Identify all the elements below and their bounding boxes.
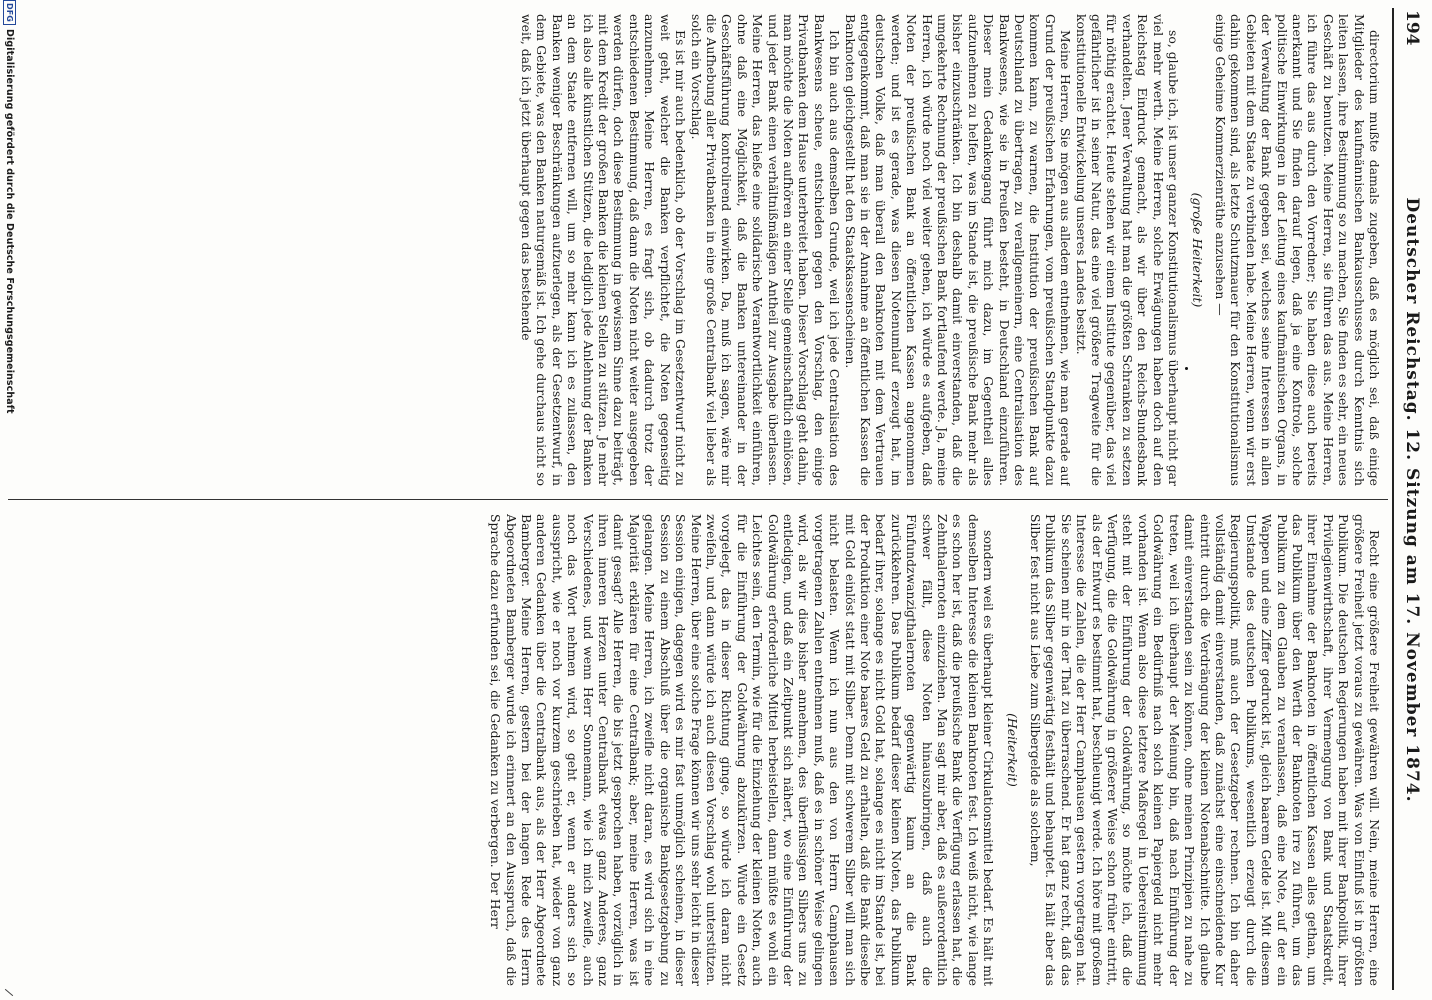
running-header — [1394, 10, 1422, 990]
dfg-logo-icon: DFG — [3, 0, 16, 25]
digitization-footer — [0, 0, 16, 1000]
interjection: (große Heiterkeit) — [1189, 192, 1205, 308]
credit-line — [3, 0, 16, 414]
paragraph: directorium mußte damals zugeben, daß es möglich sei, daß einige Mitglieder des kaufmännischen Bankausschusses durch Kenntnis sich leiten lassen, ihre Bestimmung so zu machen, Sie finden es sehr, ein neues Geschäft zu benutzen. Meine Herren, sie führen das aus. Meine Herren, ich führe das aus durch den Vorredner; Sie haben diese auch bereits anerkannt und Sie finden darauf legen, daß ja eine Kontrole, solche politische Einwirkungen in der Leitung eines kaufmännischen Organs, in der Verwaltung der Bank gegeben sei, welches seine Interessen in allen Gebieten mit dem Staate zu verbinden habe. Meine Herren, wenn wir erst dahin gekommen sind, als letzte Schutzmauer für den Konstitutionalismus einige Geheime Kommerzienräthe anzusehen — — [1212, 14, 1382, 486]
page-number: 194 — [1402, 10, 1422, 46]
paragraph: Meine Herren, Sie mögen aus alledem entnehmen, wie man gerade auf Grund der preußischen Erfahrungen, vom preußischen Standpunkte dazu kommen kann, zu warnen, die Institution der preußischen Bank auf Deutschland zu übertragen, zu verallgemeinern, eine Centralisation des Bankwesens, wie sie in Preußen besteht, in Deutschland einzuführen. Dieser mein Gedankengang führt mich dazu, im Gegentheil alles aufzunehmen zu helfen, was im Stande ist, die preußische Bank mehr als bisher einzuschränken. Ich bin deshalb damit einverstanden, daß die umgekehrte Rechnung der preußischen Bank fortlaufend werde. Ja, meine Herren, ich würde noch viel weiter gehen, ich würde es aufgeben, daß Noten der preußischen Bank an öffentlichen Kassen angenommen werden; und ist es gerade, was diesen Notenumlauf erzeugt hat, im deutschen Volke, daß man überall den Banknoten mit dem Vertrauen entgegenkommt, daß man sie in der Annahme an öffentlichen Kassen die Banknoten gleichgestellt hat den Staatskassenscheinen. — [842, 14, 1074, 486]
paragraph: Es ist mir auch bedenklich, ob der Vorschlag im Gesetzentwurf nicht zu weit geht, welcher die Banken verpflichtet, die Noten gegenseitig anzunehmen. Meine Herren, es fragt sich, ob dadurch trotz der entschiedenen Bestimmung, daß dann die Noten nicht weiter ausgegeben werden dürfen, doch diese Bestimmung in gewissem Sinne dazu beiträgt, mit dem Kredit der großen Banken die kleinen Stellen zu stützen. Je mehr ich also alle künstlichen Stützen, die lediglich jede Anlehnung der Banken an dem Staate entfernen will, um so mehr kann ich es zulassen, den Banken weniger Beschränkungen aufzuerlegen, als der Gesetzentwurf, in dem Gebiete, was den Banken naturgemäß ist. Ich gehe durchaus nicht so weit, daß ich jetzt überhaupt gegen das bestehende — [519, 14, 689, 486]
running-title: Deutscher Reichstag. 12. Sitzung am 17. November 1874. — [1402, 197, 1422, 803]
left-column — [8, 14, 1382, 486]
column-rule — [8, 499, 1388, 500]
paragraph: Recht eine größere Freiheit gewähren will. Nein, meine Herren, eine größere Freiheit jetzt voraus zu gewähren. Was von Einfluß ist in größten Publikum. Die deutschen Regierungen haben mit ihrer Bankpolitik, ihrer Privilegienwirthschaft, ihrer Vermengung von Bank und Staatskredit, ihrer Einnahme der Banknoten in öffentlichen Kassen alles gethan, um das Publikum über den Werth der Banknoten irre zu führen, um das Publikum zu dem Glauben zu veranlassen, daß eine Note, auf der ein Wappen und eine Ziffer gedruckt ist, gleich baarem Gelde ist. Mit diesem Umstande des deutschen Publikums, wesentlich erzeugt durch die Regierungspolitik, muß auch der Gesetzgeber rechnen. Ich bin daher vollständig damit einverstanden, daß zunächst eine einschneidende Kur eintritt durch die Verdrängung der kleinen Notenabschnitte. Ich glaube damit einverstanden sein zu können, ohne meinen Prinzipien zu nahe zu treten, weil ich überhaupt der Meinung bin, daß nach Einführung der Goldwährung ein Bedürfniß nach solch kleinen Papiergeld nicht mehr vorhanden ist. Wenn also diese letztere Maßregel in Uebereinstimmung steht mit der Einführung der Goldwährung, so möchte ich, daß die Verfügung, die die Goldwährung in größerer Weise schon früher eintritt, als der Entwurf es bestimmt hat, beschleunigt werde. Ich höre mit großem Interesse die Zahlen, die der Herr Camphausen gestern vorgetragen hat. Sie scheinen mir in der That zu überraschend. Er hat ganz recht, daß das Publikum das Silber gegenwärtig festhält und behauptet. Es hält aber das Silber fest nicht aus Liebe zum Silbergelde als solchem, — [1028, 514, 1382, 986]
credit-text: Digitalisierung gefördert durch die Deutsche Forschungsgemeinschaft — [4, 28, 15, 414]
paragraph: Ich bin auch aus demselben Grunde, weil ich jede Centralisation des Bankwesens scheue, entschieden gegen den Vorschlag, den einige Privatbanken dem Hause unterbreitet haben. Dieser Vorschlag geht dahin, man möchte die Noten aufhören an einer Stelle gemeinschaftlich einlösen, und jeder Bank einen verhältnißmäßigen Antheil zur Ausgabe überlassen. Meine Herren, das hieße eine solidarische Verantwortlichkeit einführen, ohne daß eine Möglichkeit, daß die Banken untereinander in der Geschäftsführung kontrolirend einwirken. Da, muß ich sagen, wäre mir die Aufhebung aller Privatbanken in eine große Centralbank viel lieber als solch ein Vorschlag. — [688, 14, 843, 486]
paragraph: sondern weil es überhaupt kleiner Cirkulationsmittel bedarf. Es hält mit demselben Interesse die kleinen Banknoten fest. Ich weiß nicht, wie lange es schon her ist, daß die preußische Bank die Verfügung erlassen hat, die Zehnthalernoten einzuziehen. Man sagt mir aber, daß es außerordentlich schwer fällt, diese Noten hinauszubringen, daß auch die Fünfundzwanzigthalernoten gegenwärtig kaum an die Bank zurückkehren. Das Publikum bedarf dieser kleinen Noten, das Publikum bedarf ihrer, solange es nicht Gold hat, solange es nicht im Stande ist, bei der Produktion einer Note baares Geld zu erhalten, daß die Bank dieselbe mit Gold einlöst statt mit Silber. Denn mit schwerem Silber will man sich nicht belasten. Wenn ich nun aus den von Herrn Camphausen vorgetragenen Zahlen entnehmen muß, daß es in schöner Weise gelingen wird, als wir dies bisher annehmen, des überflüssigen Silbers uns zu entledigen, und daß ein Zeitpunkt sich nähert, wo eine Einführung der Goldwährung erforderliche Mittel herbeistellen, dann müßte es wohl ein Leichtes sein, den Termin, wie für die Einziehung der kleinen Noten, auch für die Einführung der Goldwährung abzukürzen. Würde ein Gesetz vorgelegt, das in dieser Richtung ginge, so würde ich daran nicht zweifeln, und dann würde ich auch diesen Vorschlag wohl unterstützen. Meine Herren, über eine solche Frage können wir uns sehr leicht in dieser Session einigen, dagegen wird es mir fast unmöglich scheinen, in dieser Session zu einem Abschluß über die organische Bankgesetzgebung zu gelangen. Meine Herren, ich zweifle nicht daran, es wird sich in eine Majorität erklären für eine Centralbank; aber, meine Herren, was ist damit gesagt? Alle Herren, die bis jetzt gesprochen haben, vorzüglich in ihren inneren Herzen unter Centralbank etwas ganz Anderes, ganz Verschiedenes, und wenn Herr Sonnemann, wie ich mich zweifle, auch noch das Wort nehmen wird, so geht er, wenn er anders sich so ausspricht, wie er noch vor kurzem geschrieben hat, wieder von ganz anderen Gedanken über die Centralbank aus, als der Herr Abgeordnete Bamberger. Meine Herren, gestern bei der langen Rede des Herrn Abgeordneten Bamberger wurde ich erinnert an den Ausspruch, daß die Sprache dazu erfunden sei, die Gedanken zu verbergen. Der Herr — [488, 514, 997, 986]
right-column — [8, 514, 1382, 986]
paragraph: so, glaube ich, ist unser ganzer Konstitutionalismus überhaupt nicht gar viel mehr werth. Meine Herren, solche Erwägungen haben doch auf den Reichstag Eindruck gemacht, als wir über den Reichs-Bundesbank verhandelten. Jener Verwaltung hat man die größten Schranken zu setzen für nöthig erachtet. Heute stehen wir einem Institute gegenüber, das viel gefährlicher ist in seiner Natur, das eine viel größere Tragweite für die konstitutionelle Entwickelung unseres Landes besitzt. — [1073, 14, 1182, 486]
scan-speck — [1185, 367, 1188, 370]
header-rule — [1392, 8, 1394, 990]
interjection: (Heiterkeit) — [1004, 713, 1020, 787]
